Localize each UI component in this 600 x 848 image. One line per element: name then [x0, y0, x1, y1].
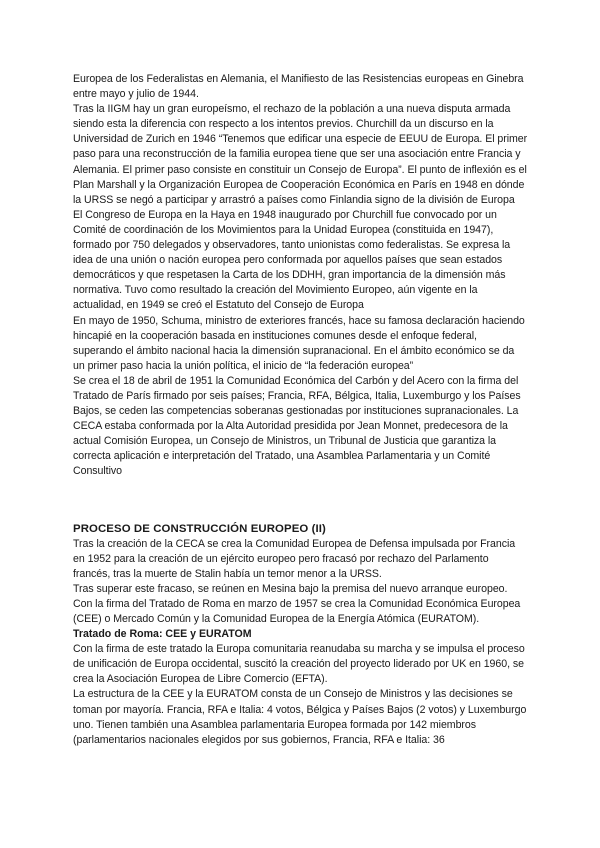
paragraph-ceca: Se crea el 18 de abril de 1951 la Comunidad Económica del Carbón y del Acero con la firma del Tratado de París firmado por seis países; Francia, RFA, Bélgica, Italia, Luxemburgo y los Países Bajos, se ceden las competencias soberanas gestionadas por instituciones supranacionales. La CECA estaba conformada por la Alta Autoridad presidida por Jean Monnet, predecesora de la actual Comisión Europea, un Consejo de Ministros, un Tribunal de Justicia que garantiza la correcta aplicación e interpretación del Tratado, una Asamblea Parlamentaria y un Comité Consultivo	[73, 374, 521, 478]
paragraph-congreso-haya: El Congreso de Europa en la Haya en 1948 inaugurado por Churchill fue convocado por un Comité de coordinación de los Movimientos para la Unidad Europea (constituida en 1947), formado por 750 delegados y observadores, tanto unionistas como federalistas. Se expresa la idea de una unión o nación europea pero conformada por aquellos países que sean estados democráticos y que respetasen la Carta de los DDHH, gran importancia de la dimensión más normativa. Tuvo como resultado la creación del Movimiento Europeo, aún vigente en la actualidad, en 1949 se creó el Estatuto del Consejo de Europa	[73, 208, 511, 312]
paragraph-federalistas: Europea de los Federalistas en Alemania, el Manifiesto de las Resistencias europeas en Ginebra entre mayo y julio de 1944.	[73, 73, 524, 101]
paragraph-churchill-zurich: Tras la IIGM hay un gran europeísmo, el rechazo de la población a una nueva disputa armada siendo esta la diferencia con respecto a los intentos previos. Churchill da un discurso en la Universidad de Zurich en 1946 “Tenemos que edificar una especie de EEUU de Europa. El primer paso para una reconstrucción de la familia europea tiene que ser una asociación entre Francia y Alemania. El primer paso consiste en constituir un Consejo de Europa”. El punto de inflexión es el Plan Marshall y la Organización Europea de Cooperación Económica en París en 1948 en dónde la URSS se negó a participar y arrastró a países como Finlandia signo de la división de Europa	[73, 103, 528, 206]
section-heading: PROCESO DE CONSTRUCCIÓN EUROPEO (II)	[73, 522, 326, 535]
paragraph-estructura-cee: La estructura de la CEE y la EURATOM consta de un Consejo de Ministros y las decisiones se toman por mayoría. Francia, RFA e Italia: 4 votos, Bélgica y Países Bajos (2 votos) y Luxemburgo uno. Tienen también una Asamblea parlamentaria Europea formada por 142 miembros (parlamentarios nacionales elegidos por sus gobiernos, Francia, RFA e Italia: 36	[73, 688, 527, 746]
paragraph-comunidad-defensa: Tras la creación de la CECA se crea la Comunidad Europea de Defensa impulsada por Francia en 1952 para la creación de un ejército europeo pero fracasó por rechazo del Parlamento francés, tras la muerte de Stalin había un temor menor a la URSS.	[73, 537, 516, 580]
paragraph-europa-comunitaria: Con la firma de este tratado la Europa comunitaria reanudaba su marcha y se impulsa el proceso de unificación de Europa occidental, suscitó la creación del proyecto liderado por UK en 1960, se crea la Asociación Europea de Libre Comercio (EFTA).	[73, 643, 525, 686]
subheading-tratado-roma: Tratado de Roma: CEE y EURATOM	[73, 628, 252, 641]
paragraph-tratado-roma: Tras superar este fracaso, se reúnen en Mesina bajo la premisa del nuevo arranque europeo. Con la firma del Tratado de Roma en marzo de 1957 se crea la Comunidad Económica Europea (CEE) o Mercado Común y la Comunidad Europea de la Energía Atómica (EURATOM).	[73, 582, 521, 625]
paragraph-declaracion-schuman: En mayo de 1950, Schuma, ministro de exteriores francés, hace su famosa declaración haciendo hincapié en la cooperación basada en instituciones comunes desde el enfoque federal, superando el ámbito nacional hacia la dimensión supranacional. En el ámbito económico se da un primer paso hacia la unión política, el inicio de “la federación europea”	[73, 314, 525, 372]
